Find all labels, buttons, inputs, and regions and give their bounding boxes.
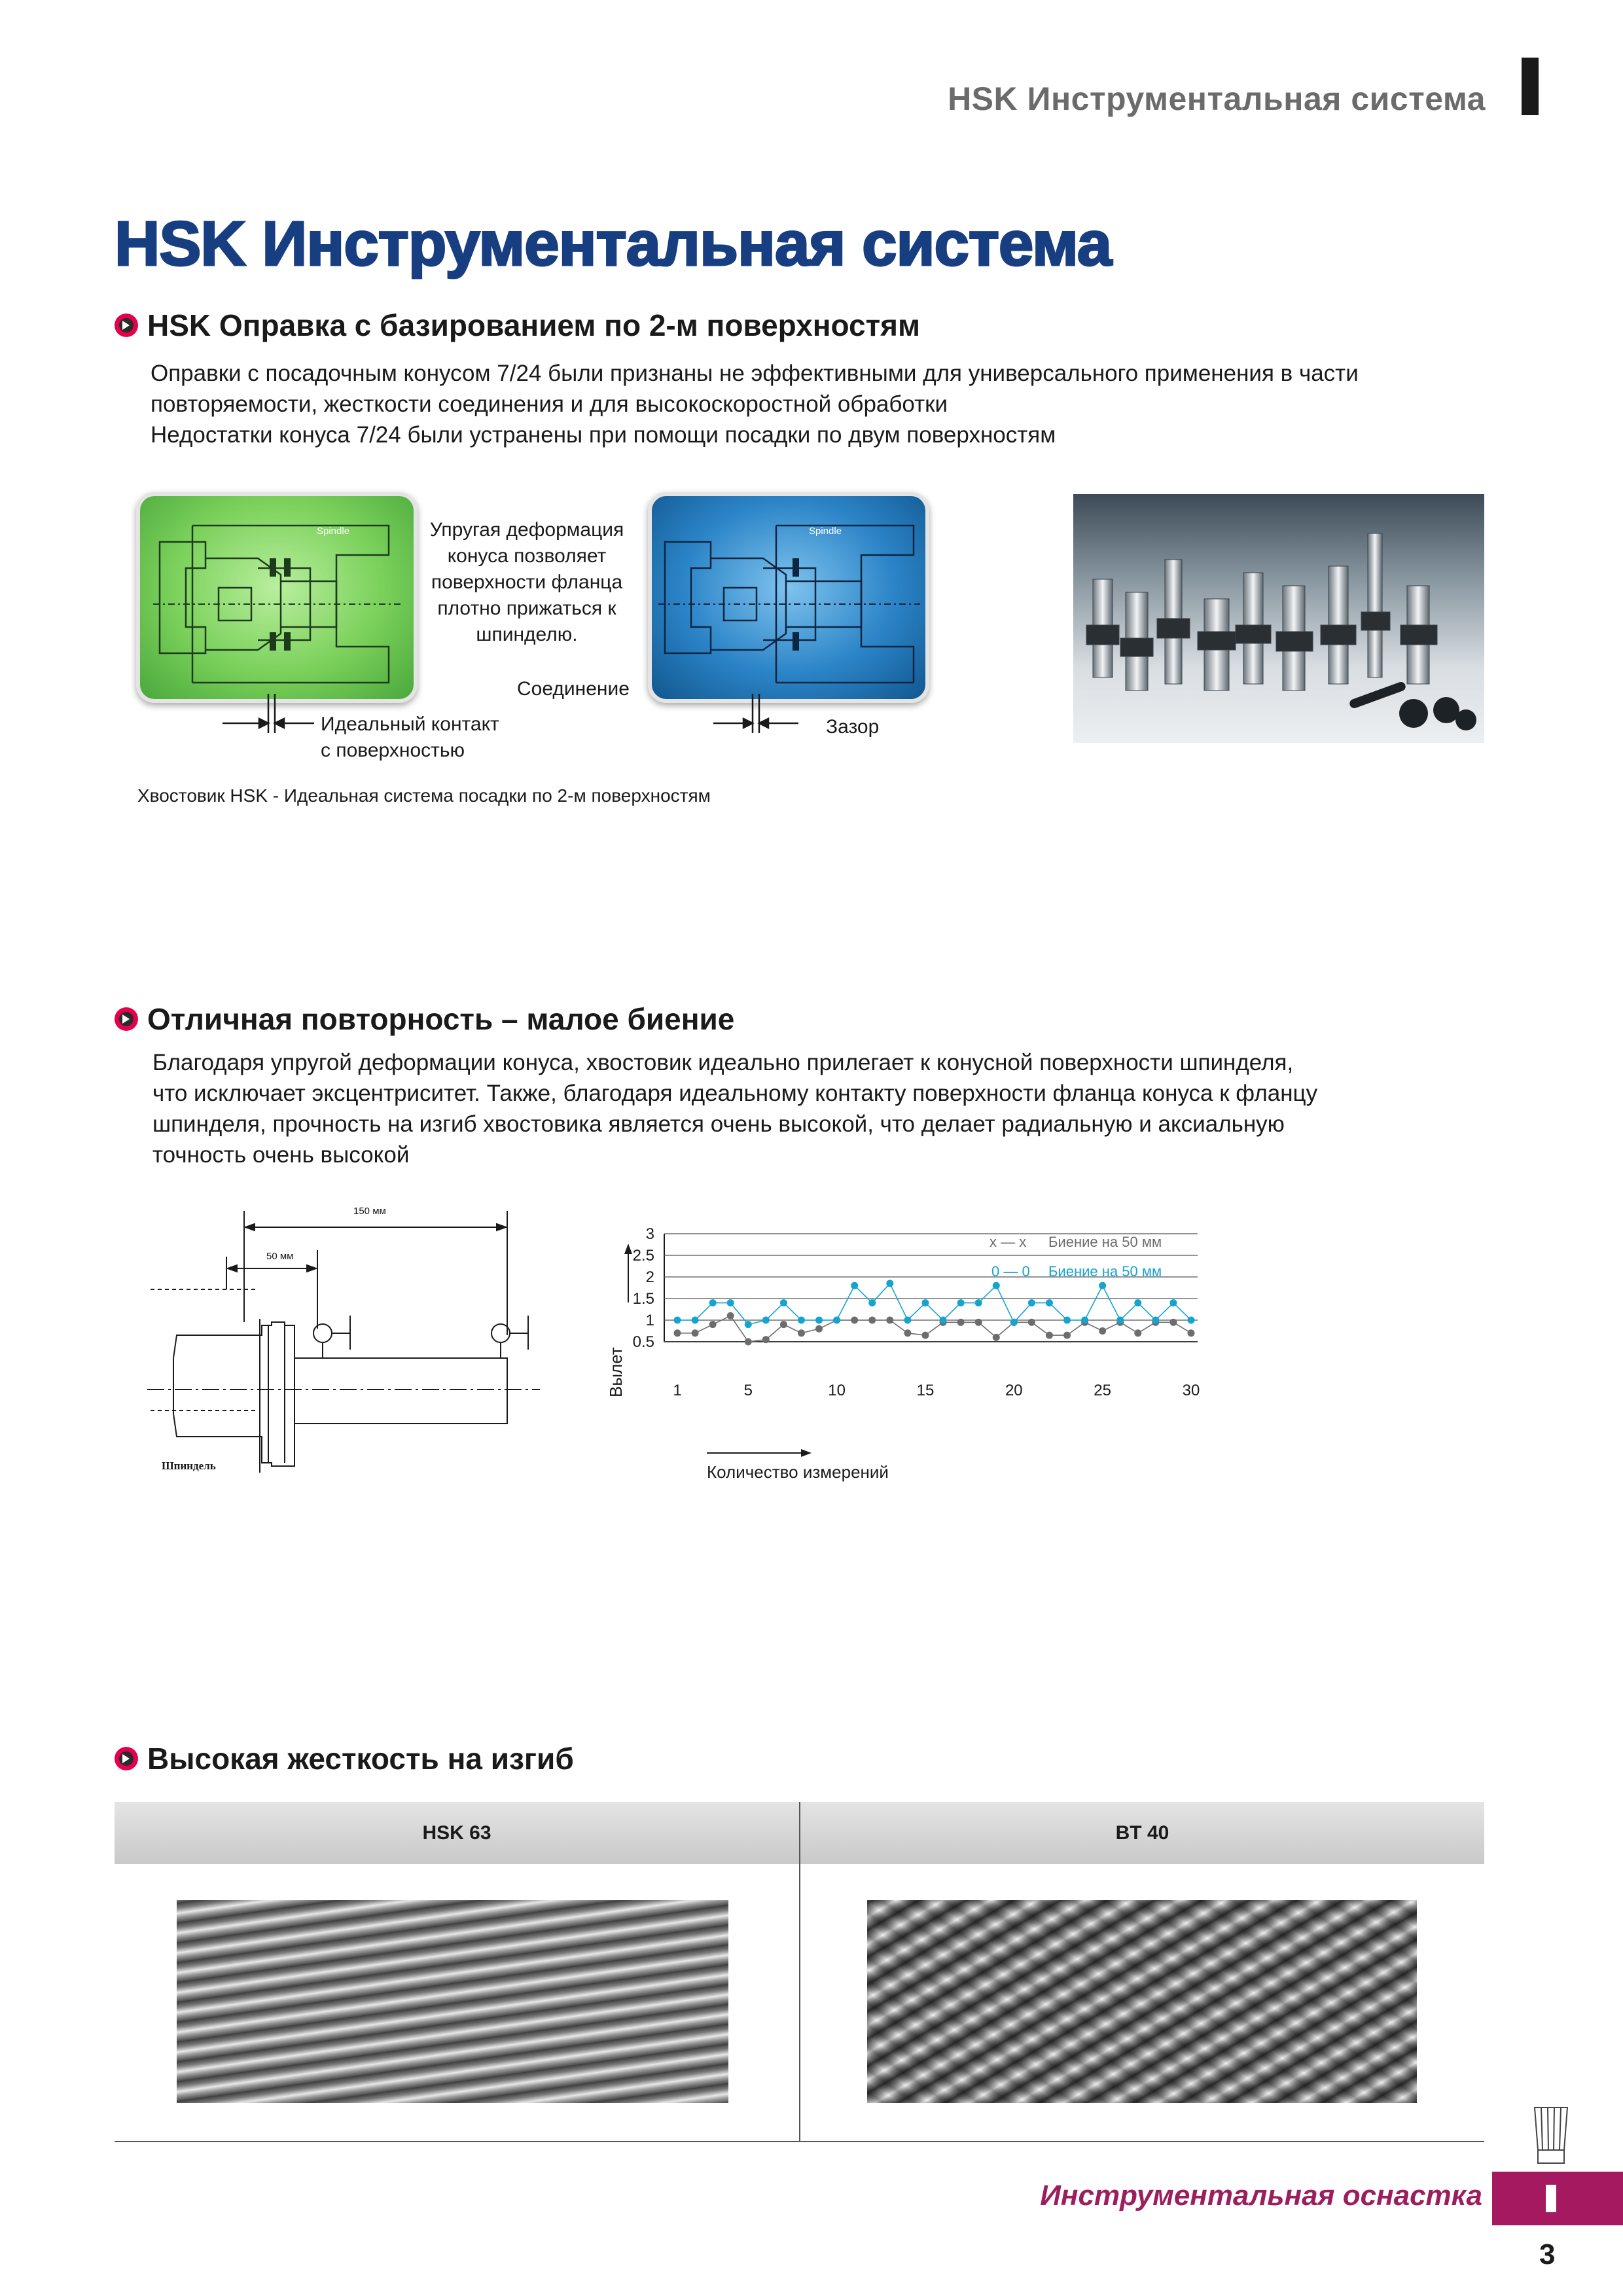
paragraph-line: Недостатки конуса 7/24 были устранены при помощи посадки по двум поверхностям [151,422,1056,448]
section-heading-runout [115,1001,734,1037]
series-point-1 [798,1317,805,1324]
connection-label: Соединение [517,678,630,700]
spindle-word-label: Шпиндель [162,1460,216,1472]
series-point-0 [815,1325,823,1333]
series-point-0 [851,1317,858,1324]
series-point-0 [745,1338,752,1346]
y-tick-label: 1 [645,1312,654,1329]
series-point-1 [1099,1282,1106,1289]
section2-paragraph [152,1047,1317,1170]
footer-section-title: Инструментальная оснастка [1040,2179,1482,2212]
series-point-0 [993,1334,1000,1341]
table-header-bt40: BT 40 [800,1802,1484,1864]
legend-label: Биение на 50 мм [1048,1234,1162,1250]
x-tick-label: 15 [916,1382,935,1399]
series-point-0 [780,1321,787,1328]
y-tick-label: 0.5 [632,1333,654,1351]
paragraph-line: точность очень высокой [152,1142,410,1168]
gap-fit-diagram-panel [648,492,929,703]
series-point-1 [692,1317,699,1324]
spindle-label: Spindle [809,526,842,537]
legend-label: Биение на 50 мм [1048,1263,1162,1280]
series-point-1 [1028,1299,1035,1306]
note-line: Упругая деформация [429,519,624,541]
tool-holders-photo [1073,494,1484,743]
series-point-1 [851,1282,858,1289]
y-tick-label: 2.5 [632,1247,654,1265]
spindle-label: Spindle [317,526,350,537]
series-point-1 [957,1299,965,1306]
series-line-0 [677,1316,1191,1342]
series-point-0 [904,1329,911,1336]
note-line: шпинделю. [476,624,578,645]
series-point-1 [833,1317,840,1324]
gap-fit-cross-section [652,496,925,699]
series-point-1 [921,1299,929,1306]
series-point-0 [709,1321,717,1328]
series-point-0 [1134,1329,1141,1336]
paragraph-line: Оправки с посадочным конусом 7/24 были признаны не эффективными для универсального применения в части [151,361,1359,386]
series-point-0 [1099,1327,1106,1335]
x-axis-title: Количество измерений [707,1462,889,1482]
x-tick-label: 25 [1094,1382,1112,1399]
footer-tab-marker [1492,2172,1623,2225]
series-point-1 [762,1317,770,1324]
series-point-0 [798,1329,805,1336]
y-tick-label: 3 [645,1225,654,1243]
runout-measurement-drawing [147,1198,553,1486]
page-title: HSK Инструментальная система [115,209,1112,279]
series-point-0 [692,1329,699,1336]
series-point-1 [993,1282,1000,1289]
dimension-arrows [216,694,805,753]
hsk-fit-diagram-panel [136,492,418,703]
tool-holders-illustration [1073,494,1484,743]
section-heading-text: Отличная повторность – малое биение [147,1002,735,1036]
paragraph-line: Благодаря упругой деформации конуса, хвостовик идеально прилегает к конусной поверхности шпинделя, [152,1050,1294,1075]
series-point-0 [762,1336,770,1343]
figure-caption: Хвостовик HSK - Идеальная система посадки по 2-м поверхностям [137,785,711,806]
series-point-1 [727,1299,734,1306]
y-tick-label: 1.5 [632,1290,654,1308]
section-heading-rigidity [115,1741,574,1776]
contact-line: с поверхностью [321,740,465,761]
series-point-0 [1028,1319,1035,1326]
series-point-1 [745,1321,752,1328]
paragraph-line: повторяемости, жесткости соединения и для высокоскоростной обработки [151,391,948,417]
series-point-1 [1188,1317,1195,1324]
y-axis-arrowhead-icon [624,1244,632,1254]
series-point-0 [868,1317,876,1324]
gap-label: Зазор [826,716,880,738]
series-point-1 [1063,1317,1071,1324]
legend-marker: x — x [990,1234,1027,1250]
ideal-contact-label [321,711,499,764]
dimension-50-label: 50 мм [266,1251,294,1262]
arrow-bullet-icon [115,1007,138,1031]
hsk63-surface-texture-image [177,1900,728,2103]
series-point-0 [921,1332,929,1339]
rigidity-comparison-table [115,1802,1484,2142]
paragraph-line: шпинделя, прочность на изгиб хвостовика является очень высокой, что делает радиальную и аксиальную [152,1111,1285,1137]
hsk-fit-cross-section [140,496,414,699]
elastic-deformation-note [419,517,635,648]
series-point-1 [1046,1299,1053,1306]
collet-icon [1528,2104,1574,2170]
x-tick-label: 1 [673,1382,682,1399]
series-point-1 [1081,1317,1088,1324]
y-axis-title: Вылет [606,1347,626,1397]
series-point-1 [780,1299,787,1306]
note-line: поверхности фланца [431,571,623,593]
bt40-surface-texture-image [867,1900,1417,2103]
series-point-0 [1188,1329,1195,1336]
section-heading-text: HSK Оправка с базированием по 2-м поверхностям [147,308,921,342]
section1-paragraph [151,358,1359,450]
series-point-0 [727,1312,734,1319]
x-tick-label: 10 [828,1382,846,1399]
series-point-0 [674,1329,681,1336]
series-point-1 [674,1317,681,1324]
series-point-0 [1046,1332,1053,1339]
x-tick-label: 30 [1182,1382,1200,1399]
section-heading-text: Высокая жесткость на изгиб [147,1742,574,1776]
section-heading-hsk-shank [115,308,920,343]
series-point-1 [975,1299,982,1306]
series-point-1 [1116,1317,1124,1324]
series-point-0 [975,1319,982,1326]
dimension-150-label: 150 мм [353,1206,386,1217]
series-point-0 [957,1319,965,1326]
note-line: конуса позволяет [447,545,607,567]
series-point-1 [1010,1319,1018,1326]
series-point-1 [886,1280,893,1287]
series-point-1 [1152,1317,1159,1324]
running-header: HSK Инструментальная система [948,81,1486,117]
series-point-1 [868,1299,876,1306]
series-point-1 [940,1317,947,1324]
series-line-1 [677,1283,1191,1325]
paragraph-line: что исключает эксцентриситет. Также, благодаря идеальному контакту поверхности фланца конуса к фланцу [152,1081,1318,1106]
x-tick-label: 20 [1005,1382,1023,1399]
table-header-hsk63: HSK 63 [115,1802,799,1864]
series-point-0 [1063,1332,1071,1339]
series-point-0 [1169,1319,1177,1326]
series-point-1 [1169,1299,1177,1306]
legend-marker: 0 — 0 [991,1263,1030,1280]
contact-line: Идеальный контакт [321,713,499,735]
x-tick-label: 5 [743,1382,753,1399]
y-tick-label: 2 [645,1268,654,1286]
legend [990,1234,1162,1280]
page-number: 3 [1539,2238,1556,2270]
note-line: плотно прижаться к [437,598,616,619]
x-axis-arrowhead-icon [801,1449,812,1457]
series-point-0 [886,1317,893,1324]
arrow-bullet-icon [115,314,138,337]
runout-chart [589,1204,1211,1486]
series-point-1 [709,1299,717,1306]
header-tab-marker [1522,58,1539,115]
series-point-1 [1134,1299,1141,1306]
series-point-1 [815,1317,823,1324]
arrow-bullet-icon [115,1747,138,1770]
series-point-1 [904,1317,911,1324]
